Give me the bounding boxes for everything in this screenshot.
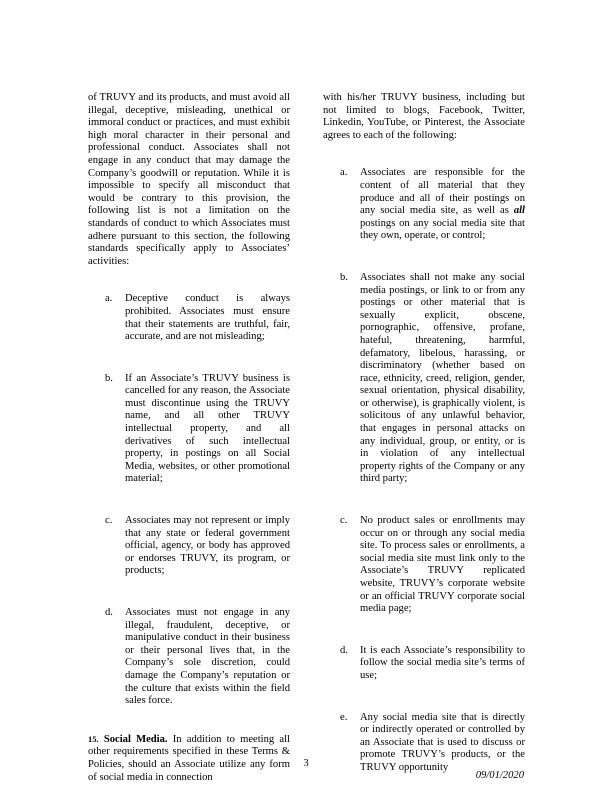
list-item-a [88,293,290,343]
list-item-c [88,515,290,578]
list-item-text: If an Associate’s TRUVY business is cancelled for any reason, the Associate must discontinue using the TRUVY name, and all other TRUVY intellectual property, and all derivatives of such intellectual property, in postings on all Social Media, websites, or other promotional material; [125,372,290,485]
list-item-text [360,167,525,243]
left-column [88,92,290,784]
list-item-text: Any social media site that is directly or indirectly operated or controlled by an Associate that is used to discuss or promote TRUVY’s products, or the TRUVY opportunity [360,711,525,773]
list-item-label: e. [340,711,348,723]
list-item-text-after: postings on any social media site that they own, operate, or control; [360,217,525,242]
list-item-a [323,167,525,243]
list-item-text: Associates may not represent or imply that any state or federal government official, agency, or body has approved or endorses TRUVY, its program, or products; [125,515,290,577]
list-item-label: c. [340,515,348,527]
list-item-text: Associates must not engage in any illegal, fraudulent, deceptive, or manipulative conduct in their business or their personal lives that, in the Company’s sole discretion, could damage the Company’s reputation or the culture that exists within the field sales force. [125,607,290,707]
list-item-b [323,272,525,486]
list-item-d [323,645,525,683]
section-heading: Social Media. [103,733,168,745]
page-number: 3 [303,758,309,769]
list-item-label: b. [105,372,113,384]
list-item-label: d. [340,644,348,656]
list-item-c [323,515,525,616]
list-item-label: a. [105,293,113,305]
right-column [323,92,525,775]
list-item-d [88,607,290,708]
list-item-label: a. [340,167,348,179]
list-item-text: Associates shall not make any social media postings, or link to or from any postings or other material that is sexually explicit, obscene, pornographic, offensive, profane, hateful, threatening, harmful, defamatory, libelous, harassing, or discriminatory (whether based on race, ethnicity, creed, religion, gender, sexual orientation, physical disability, or otherwise), is graphically violent, is solicitous of any unlawful behavior, that engages in personal attacks on any individual, group, or entity, or is in violation of any intellectual property rights of the Company or any third party; [360,271,525,485]
left-intro-paragraph: of TRUVY and its products, and must avoid all illegal, deceptive, misleading, unethical or immoral conduct or practices, and must exhibit high moral character in their personal and professional conduct. Associates shall not engage in any conduct that may damage the Company’s goodwill or reputation. While it is impossible to specify all misconduct that would be contrary to this provision, the following list is not a limitation on the standards of conduct to which Associates must adhere pursuant to this section, the following standards specifically apply to Associates’ activities: [88,92,290,267]
right-intro-paragraph: with his/her TRUVY business, including but not limited to blogs, Facebook, Twitter, Linkedin, YouTube, or Pinterest, the Associate agrees to each of the following: [323,92,525,141]
footer-date: 09/01/2020 [475,770,524,781]
list-item-label: b. [340,271,348,283]
section-number: 15. [88,733,99,744]
list-item-text: It is each Associate’s responsibility to follow the social media site’s terms of use; [360,644,525,681]
list-item-label: c. [105,515,113,527]
list-item-text: No product sales or enrollments may occur on or through any social media site. To process sales or enrollments, a social media site must link only to the Associate’s TRUVY replicated website, TRUVY’s corporate website or an official TRUVY corporate social media page; [360,515,525,615]
section-text: In addition to meeting all other requirements specified in these Terms & Policies, should an Associate utilize any form of social media in connection [88,733,290,783]
list-item-label: d. [105,607,113,618]
emphasis-all: all [513,205,525,217]
list-item-text-before: Associates are responsible for the content of all material that they produce and all of their postings on any social media site, as well as [360,167,525,217]
list-item-text: Deceptive conduct is always prohibited. Associates must ensure that their statements are truthful, fair, accurate, and are not misleading; [125,293,290,343]
list-item-b [88,373,290,486]
